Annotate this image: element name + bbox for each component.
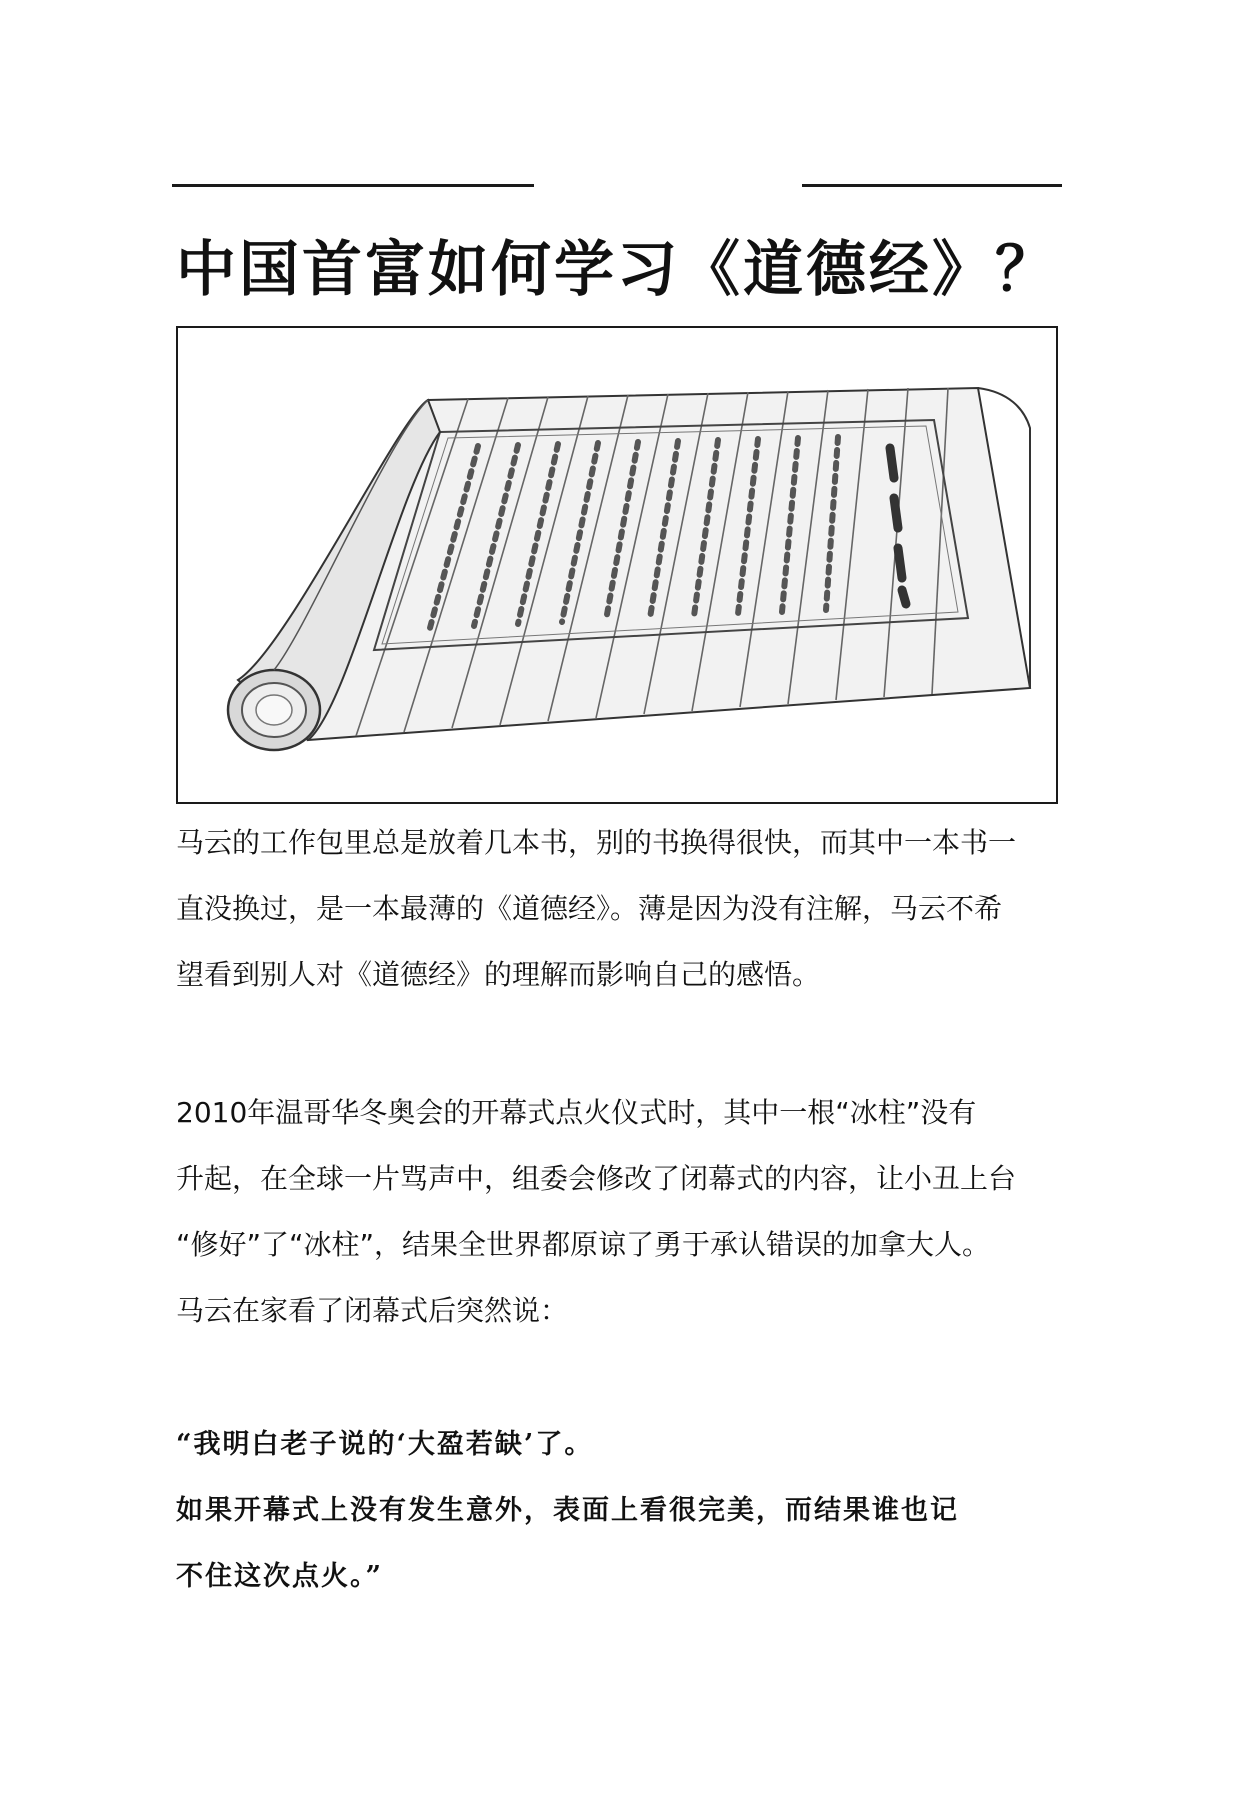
text-line: 升起，在全球一片骂声中，组委会修改了闭幕式的内容，让小丑上台 bbox=[176, 1162, 1017, 1195]
text-line: 直没换过，是一本最薄的《道德经》。薄是因为没有注解，马云不希 bbox=[176, 892, 1003, 925]
text-line: “修好”了“冰柱”，结果全世界都原谅了勇于承认错误的加拿大人。 bbox=[176, 1228, 991, 1261]
quote-line: “我明白老子说的‘大盈若缺’了。 bbox=[176, 1429, 594, 1460]
quote-line: 如果开幕式上没有发生意外，表面上看很完美，而结果谁也记 bbox=[176, 1495, 959, 1526]
text-line: 2010年温哥华冬奥会的开幕式点火仪式时，其中一根“冰柱”没有 bbox=[176, 1096, 977, 1129]
bamboo-scroll-illustration bbox=[178, 328, 1056, 802]
header-rule-left bbox=[172, 184, 534, 187]
article-title: 中国首富如何学习《道德经》？ bbox=[176, 235, 1058, 305]
text-line: 马云在家看了闭幕式后突然说： bbox=[176, 1294, 569, 1327]
text-line: 望看到别人对《道德经》的理解而影响自己的感悟。 bbox=[176, 958, 821, 991]
jack-ma-quote bbox=[176, 1412, 1076, 1610]
olympics-paragraph bbox=[176, 1080, 1076, 1344]
quote-line: 不住这次点火。” bbox=[176, 1561, 384, 1592]
text-line: 马云的工作包里总是放着几本书，别的书换得很快，而其中一本书一 bbox=[176, 826, 1017, 859]
intro-paragraph bbox=[176, 810, 1076, 1008]
bamboo-scroll-image bbox=[176, 326, 1058, 804]
header-rule-right bbox=[802, 184, 1062, 187]
